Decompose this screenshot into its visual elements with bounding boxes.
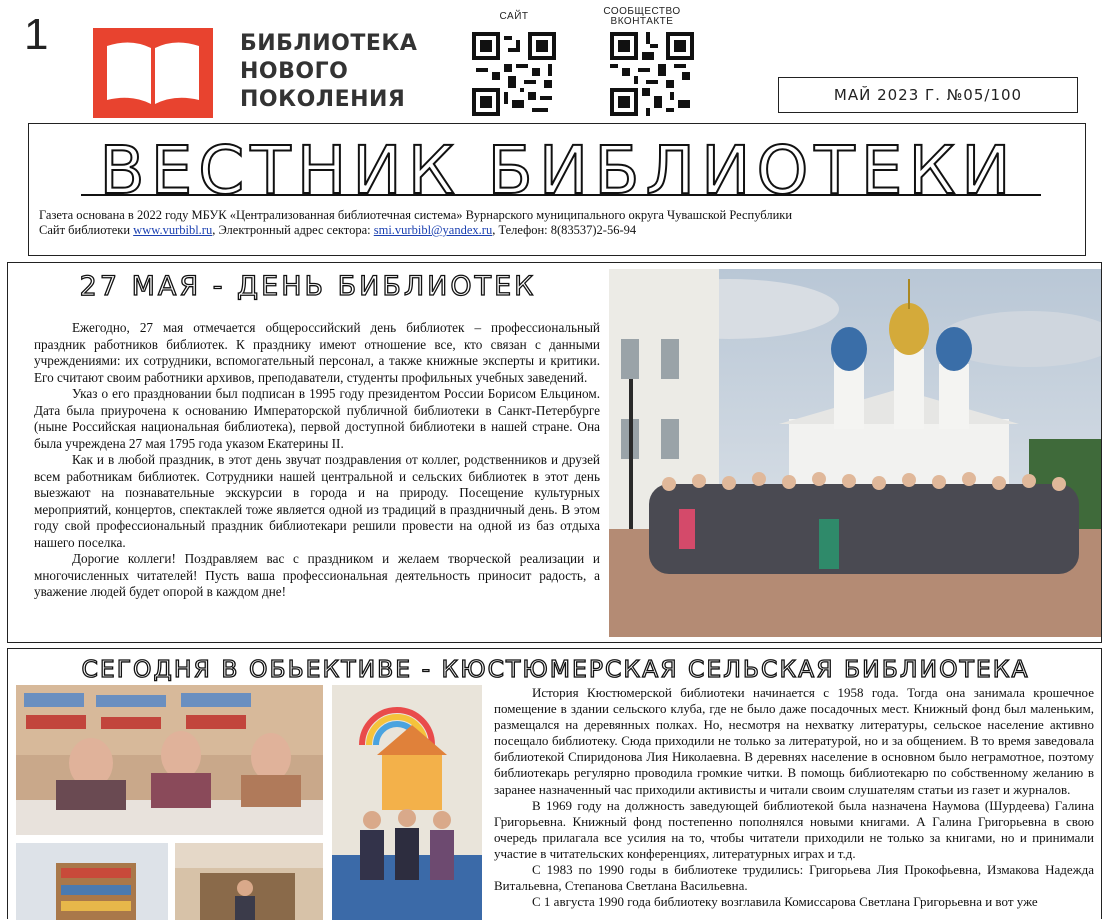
phone-text: , Телефон: 8(83537)2-56-94 xyxy=(492,223,637,237)
article-body xyxy=(494,685,1094,910)
qr-code-icon xyxy=(610,32,694,116)
book-logo-icon xyxy=(93,28,213,118)
paragraph: История Кюстюмерской библиотеки начинается с 1958 года. Тогда она занимала крошечное помещение в здании сельского клуба, где не было даже посадочных мест. Книжный фонд был маленьким, размещался на деревянных полках. Но, несмотря на нехватку литературы, сельское население активно посещало библиотеку. Сюда приходили не только за литературой, но и за общением. В то время заведовала библиотекой Спиридонова Лия Николаевна. В деревнях население в основном было неграмотное, поэтому библиотекарь регулярно проводила громкие читки. В помощь библиотекарю по собственному желанию в заранее назначенный час приходили активисты и читали своим слушателям статьи из газет и журналов. xyxy=(494,685,1094,797)
paragraph: В 1969 году на должность заведующей библиотекой была назначена Наумова (Шурдеева) Галина Григорьевна. Книжный фонд постепенно пополнялся новыми книгами. А Галина Григорьевна в свою очередь прилагала все усилия на то, чтобы читатели приходили не только за книгами, но и принимали участие в читательских конференциях, литературных играх и т.д. xyxy=(494,797,1094,861)
paragraph: Дорогие коллеги! Поздравляем вас с праздником и желаем творческой реализации и многочисленных читателей! Пусть ваша профессиональная деятельность приносит радость, а уважение людей будет опорой в каждом дне! xyxy=(34,551,600,599)
photo-readers-table xyxy=(16,685,323,835)
paragraph: С 1983 по 1990 годы в библиотеке трудились: Григорьева Лия Прокофьевна, Измакова Надежда Витальевна, Степанова Светлана Васильевна. xyxy=(494,862,1094,894)
email-label: , Электронный адрес сектора: xyxy=(212,223,371,237)
qr-vk-label-line2: ВКОНТАКТЕ xyxy=(610,16,674,27)
qr-vk-label xyxy=(596,7,688,27)
readers-photo-image xyxy=(16,685,323,835)
page-number: 1 xyxy=(24,10,49,59)
paragraph: Указ о его праздновании был подписан в 1995 году президентом России Борисом Ельцином. Дата была приурочена к основанию Императорской публичной библиотеки в Санкт-Петербурге (ныне Российская национальная библиотека), первой доступной библиотеки в нашей стране. Она была учреждена 27 мая 1795 года указом Екатерины II. xyxy=(34,386,600,451)
newspaper-title: ВЕСТНИК БИБЛИОТЕКИ xyxy=(99,132,1017,209)
paragraph: Как и в любой праздник, в этот день звучат поздравления от коллег, родственников и друзей всем работникам библиотек. Сотрудники нашей центральной и сельских библиотек в этот день выезжают на познавательные экскурсии в города и на природу. Посещение культурных мероприятий, концертов, спектаклей тоже является одной из традиций в праздничный день. В этом году свой профессиональный праздник библиотекари решили провести на одной из баз отдыха нашего поселка. xyxy=(34,452,600,550)
qr-site-label: САЙТ xyxy=(499,11,529,22)
logo-line-2: НОВОГО xyxy=(240,59,349,84)
qr-code-vk[interactable] xyxy=(610,32,694,116)
contact-line xyxy=(39,223,636,238)
article-kyustyumer-library xyxy=(7,648,1102,919)
paragraph: С 1 августа 1990 года библиотеку возглавила Комиссарова Светлана Григорьевна и вот уже xyxy=(532,894,1038,910)
event-photo-image xyxy=(175,843,323,920)
site-link[interactable]: www.vurbibl.ru xyxy=(133,223,213,237)
article-title: СЕГОДНЯ В ОБЬЕКТИВЕ - КЮСТЮМЕРСКАЯ СЕЛЬСКАЯ БИБЛИОТЕКА xyxy=(81,655,1030,683)
qr-code-icon xyxy=(472,32,556,116)
photo-event xyxy=(175,843,323,920)
paragraph: Ежегодно, 27 мая отмечается общероссийский день библиотек – профессиональный праздник работников библиотек. К празднику имеют отношение все, кто связан с данными учреждениями: их сотрудники, вспомогательный персонал, а также книжные эксперты и критики. Его считают своим работники архивов, преподаватели, студенты профильных учебных заведений. xyxy=(34,320,600,385)
founded-note: Газета основана в 2022 году МБУК «Централизованная библиотечная система» Вурнарского муниципального округа Чувашской Республики xyxy=(39,208,793,222)
cathedral-photo-image xyxy=(609,269,1101,637)
group-photo-cathedral xyxy=(609,269,1101,637)
logo-text xyxy=(240,30,417,114)
logo-line-3: ПОКОЛЕНИЯ xyxy=(240,87,406,112)
article-body xyxy=(34,320,600,601)
masthead xyxy=(28,123,1086,256)
article-library-day xyxy=(7,262,1102,643)
library-logo xyxy=(93,28,213,118)
issue-info: МАЙ 2023 Г. №05/100 xyxy=(778,77,1078,113)
children-photo-image xyxy=(332,685,482,920)
site-label: Сайт библиотеки xyxy=(39,223,131,237)
qr-code-site[interactable] xyxy=(472,32,556,116)
photo-children xyxy=(332,685,482,920)
qr-vk-label-line1: СООБЩЕСТВО xyxy=(603,6,681,17)
logo-line-1: БИБЛИОТЕКА xyxy=(240,31,418,56)
bookshelf-photo-image xyxy=(16,843,168,920)
article-title: 27 МАЯ - ДЕНЬ БИБЛИОТЕК xyxy=(79,271,537,302)
photo-bookshelf xyxy=(16,843,168,920)
email-link[interactable]: smi.vurbibl@yandex.ru xyxy=(373,223,493,237)
